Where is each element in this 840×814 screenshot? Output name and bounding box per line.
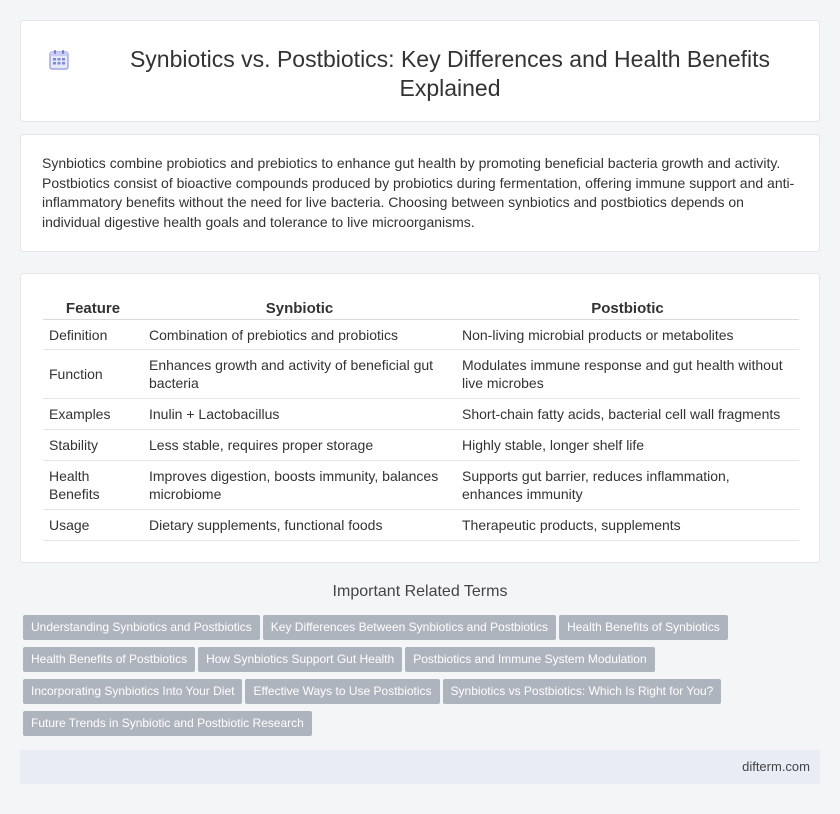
related-tag[interactable]: Understanding Synbiotics and Postbiotics	[23, 615, 260, 640]
table-row	[43, 510, 799, 541]
tag-row	[23, 711, 823, 743]
feature-cell: Definition	[43, 320, 143, 350]
synbiotic-cell: Less stable, requires proper storage	[143, 430, 456, 461]
synbiotic-cell: Enhances growth and activity of beneficial gut bacteria	[143, 350, 456, 399]
intro-paragraph: Synbiotics combine probiotics and prebiotics to enhance gut health by promoting beneficial bacteria growth and activity. Postbiotics consist of bioactive compounds produced by probiotics during fermentation, offering immune support and anti-inflammatory benefits without the need for live bacteria. Choosing between synbiotics and postbiotics depends on individual digestive health goals and tolerance to live microorganisms.	[42, 155, 795, 230]
comparison-table	[43, 296, 799, 541]
table-row	[43, 350, 799, 399]
related-tag[interactable]: Key Differences Between Synbiotics and Postbiotics	[263, 615, 556, 640]
related-tag[interactable]: Health Benefits of Synbiotics	[559, 615, 728, 640]
tag-row	[23, 679, 823, 711]
tag-row	[23, 615, 823, 647]
feature-cell: Usage	[43, 510, 143, 541]
synbiotic-cell: Combination of prebiotics and probiotics	[143, 320, 456, 350]
footer-site-link[interactable]: difterm.com	[742, 759, 810, 774]
related-tag[interactable]: Synbiotics vs Postbiotics: Which Is Right for You?	[443, 679, 722, 704]
synbiotic-cell: Improves digestion, boosts immunity, balances microbiome	[143, 461, 456, 510]
tag-row	[23, 647, 823, 679]
table-row	[43, 461, 799, 510]
header-postbiotic: Postbiotic	[456, 296, 799, 320]
comparison-table-card	[20, 273, 820, 563]
related-tag[interactable]: Health Benefits of Postbiotics	[23, 647, 195, 672]
postbiotic-cell: Therapeutic products, supplements	[456, 510, 799, 541]
postbiotic-cell: Supports gut barrier, reduces inflammation, enhances immunity	[456, 461, 799, 510]
table-header-row	[43, 296, 799, 320]
header-feature: Feature	[43, 296, 143, 320]
table-row	[43, 320, 799, 350]
related-tags	[23, 615, 823, 743]
related-tag[interactable]: Incorporating Synbiotics Into Your Diet	[23, 679, 242, 704]
postbiotic-cell: Short-chain fatty acids, bacterial cell wall fragments	[456, 399, 799, 430]
footer-bar	[20, 750, 820, 784]
postbiotic-cell: Modulates immune response and gut health without live microbes	[456, 350, 799, 399]
postbiotic-cell: Non-living microbial products or metabolites	[456, 320, 799, 350]
feature-cell: Function	[43, 350, 143, 399]
title-wrap	[61, 45, 799, 103]
related-tag[interactable]: Postbiotics and Immune System Modulation	[405, 647, 654, 672]
feature-cell: Stability	[43, 430, 143, 461]
postbiotic-cell: Highly stable, longer shelf life	[456, 430, 799, 461]
synbiotic-cell: Dietary supplements, functional foods	[143, 510, 456, 541]
intro-card	[20, 134, 820, 252]
related-terms-heading: Important Related Terms	[332, 583, 508, 600]
header-card	[20, 20, 820, 122]
related-tag[interactable]: Future Trends in Synbiotic and Postbiotic Research	[23, 711, 312, 736]
page-title: Synbiotics vs. Postbiotics: Key Differences and Health Benefits Explained	[129, 46, 771, 101]
table-row	[43, 399, 799, 430]
related-tag[interactable]: Effective Ways to Use Postbiotics	[245, 679, 439, 704]
table-row	[43, 430, 799, 461]
feature-cell: Examples	[43, 399, 143, 430]
feature-cell: Health Benefits	[43, 461, 143, 510]
synbiotic-cell: Inulin + Lactobacillus	[143, 399, 456, 430]
related-tag[interactable]: How Synbiotics Support Gut Health	[198, 647, 402, 672]
header-synbiotic: Synbiotic	[143, 296, 456, 320]
